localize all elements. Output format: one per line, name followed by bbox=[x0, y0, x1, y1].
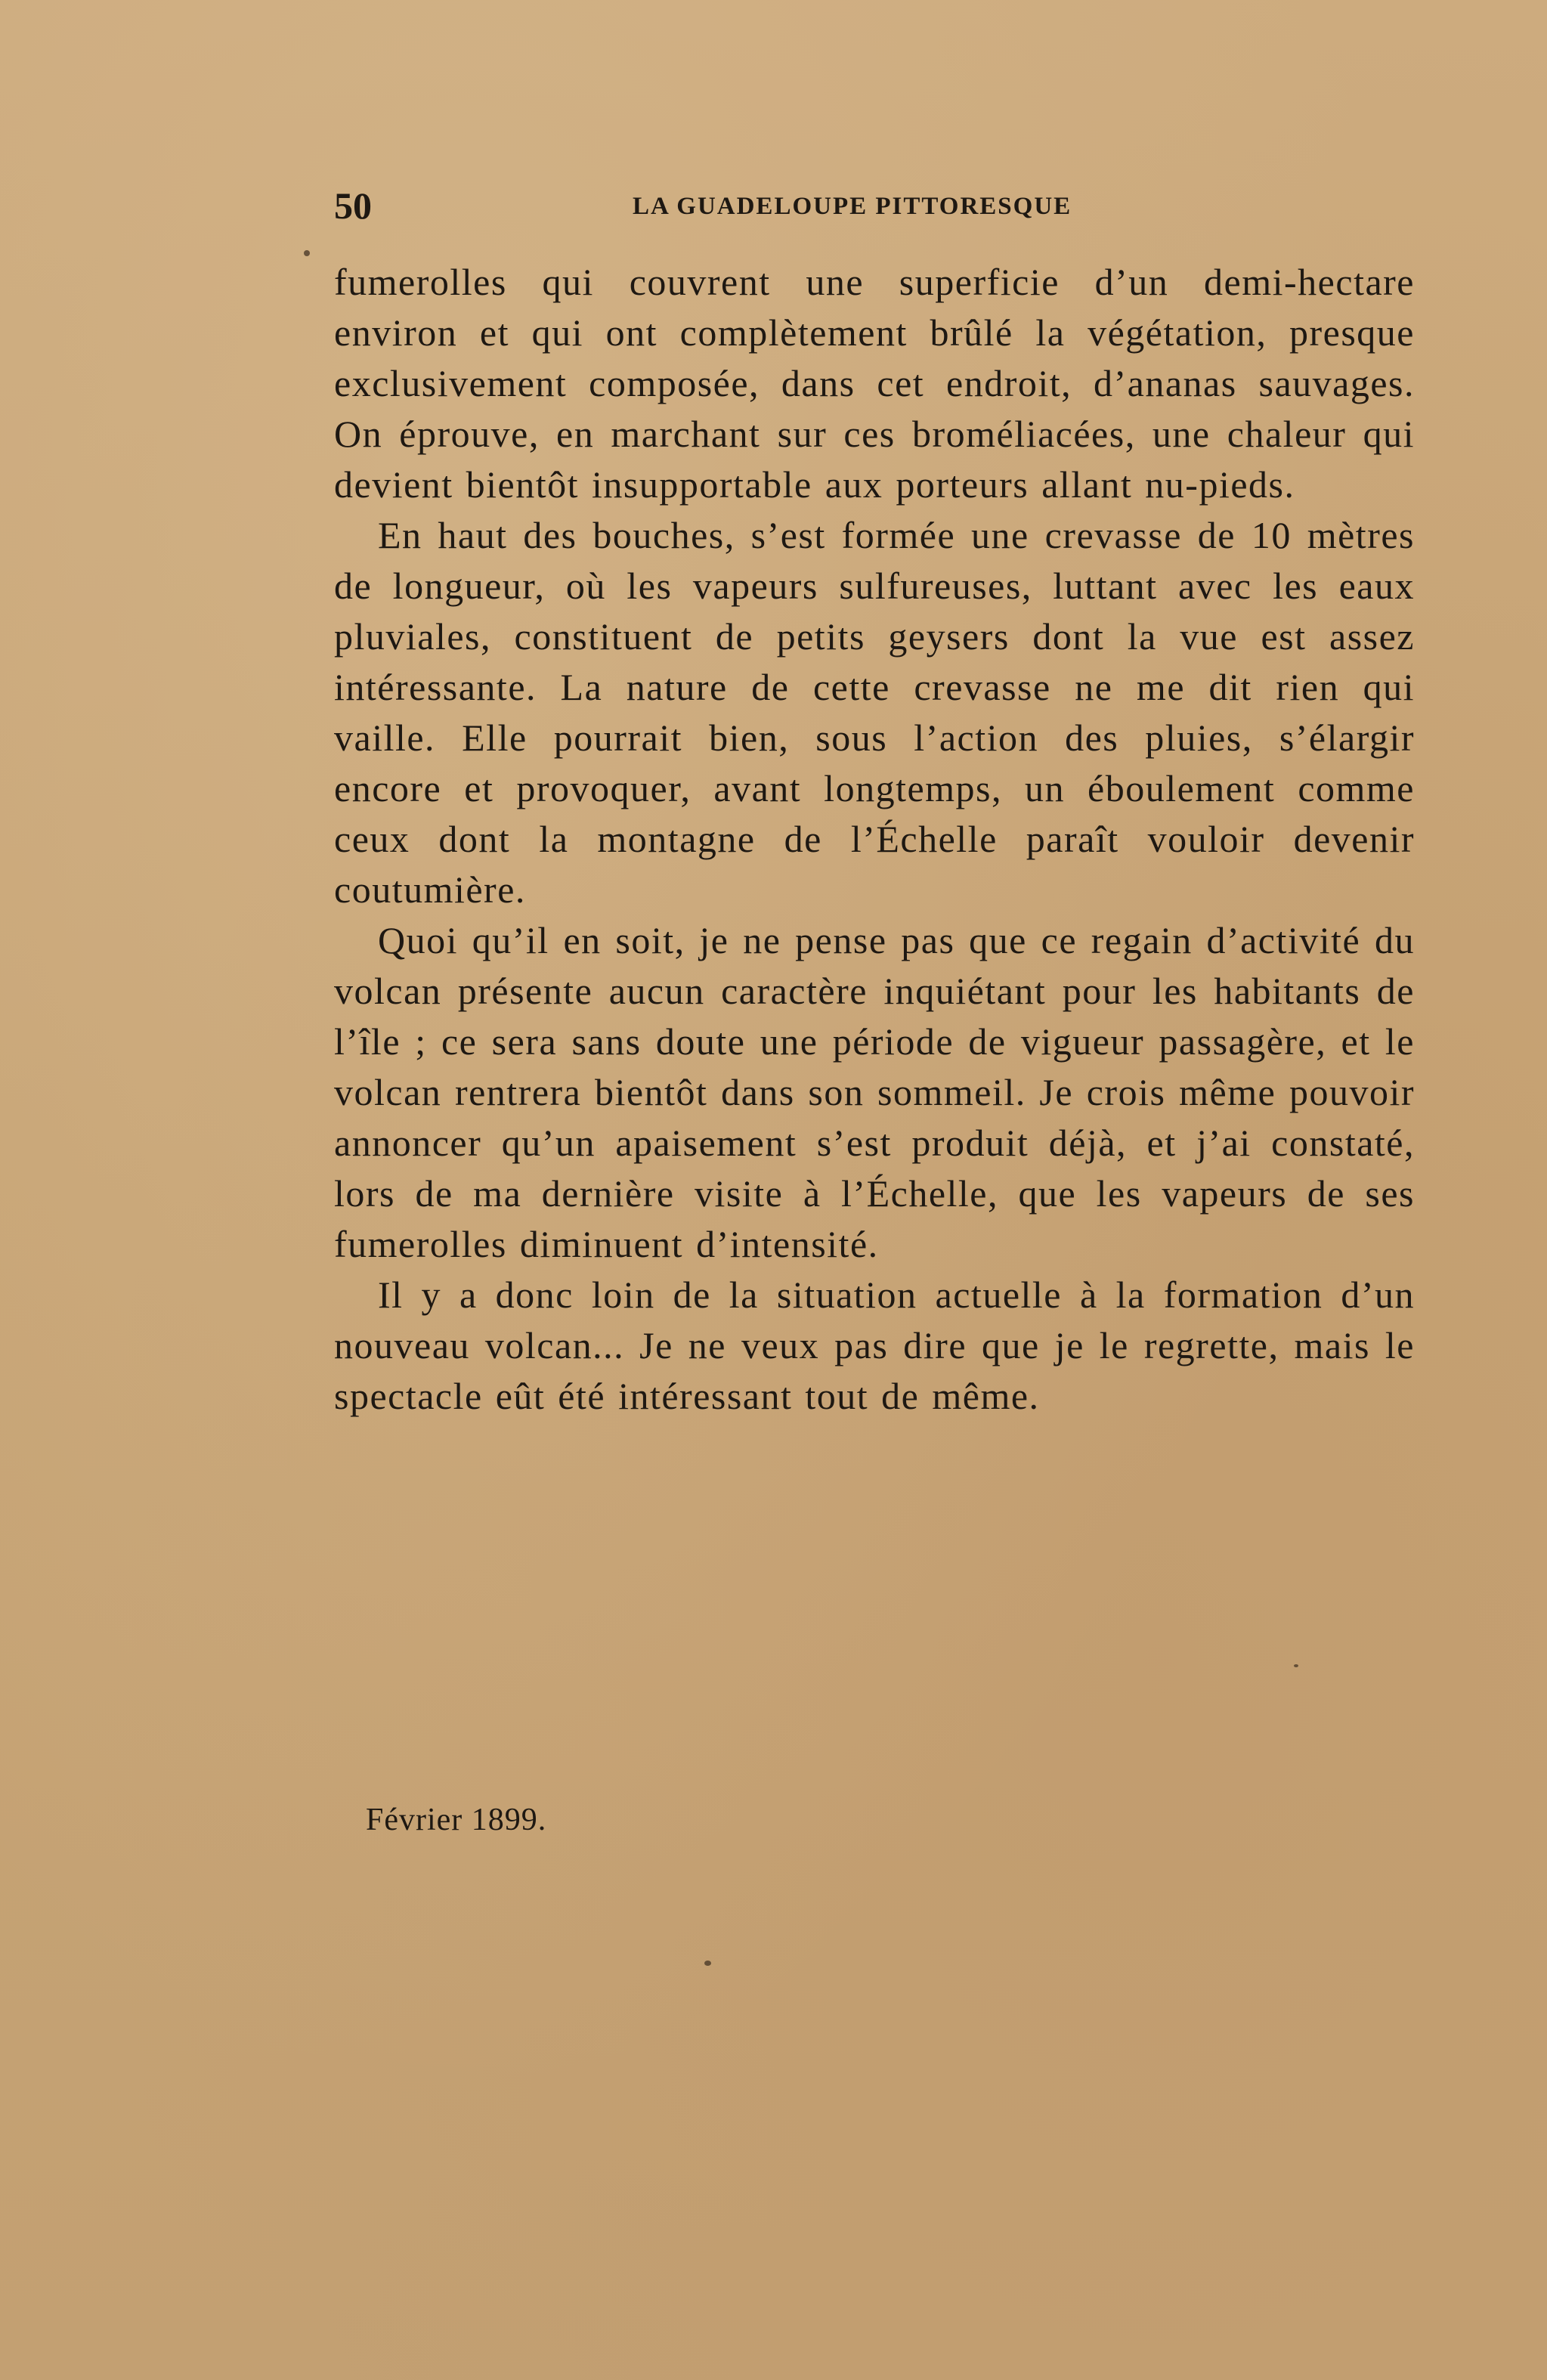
dateline: Février 1899. bbox=[366, 1803, 547, 1837]
paragraph-2: En haut des bouches, s’est formée une crevasse de 10 mètres de longueur, où les vapeurs sulfureuses, luttant avec les eaux pluviales, constituent de petits geysers dont la vue est assez intéressante. La nature de cette crevasse ne me dit rien qui vaille. Elle pourrait bien, sous l’action des pluies, s’élargir encore et provoquer, avant longtemps, un éboulement comme ceux dont la montagne de l’Échelle paraît vouloir devenir coutumière. bbox=[334, 514, 1415, 911]
running-title: LA GUADELOUPE PITTORESQUE bbox=[633, 193, 1072, 220]
paragraph-3: Quoi qu’il en soit, je ne pense pas que ce regain d’activité du volcan présente aucun caractère inquiétant pour les habitants de l’île ; ce sera sans doute une période de vigueur passagère, et le volcan rentrera bientôt dans son sommeil. Je crois même pouvoir annoncer qu’un apaisement s’est produit déjà, et j’ai constaté, lors de ma dernière visite à l’Échelle, que les vapeurs de ses fumerolles diminuent d’intensité. bbox=[334, 919, 1415, 1265]
running-head bbox=[334, 183, 1415, 228]
paper-speck bbox=[704, 1961, 711, 1966]
body-text bbox=[334, 257, 1415, 1422]
paper-speck bbox=[304, 250, 310, 256]
page-number: 50 bbox=[334, 184, 372, 227]
paper-speck bbox=[1294, 1664, 1298, 1667]
paragraph-4: Il y a donc loin de la situation actuelle à la formation d’un nouveau volcan... Je ne veux pas dire que je le regrette, mais le spectacle eût été intéressant tout de même. bbox=[334, 1274, 1415, 1417]
paragraph-1: fumerolles qui couvrent une superficie d’un demi-hectare environ et qui ont complètement brûlé la végétation, presque exclusivement composée, dans cet endroit, d’ananas sauvages. On éprouve, en marchant sur ces broméliacées, une chaleur qui devient bientôt insupportable aux porteurs allant nu-pieds. bbox=[334, 261, 1415, 506]
